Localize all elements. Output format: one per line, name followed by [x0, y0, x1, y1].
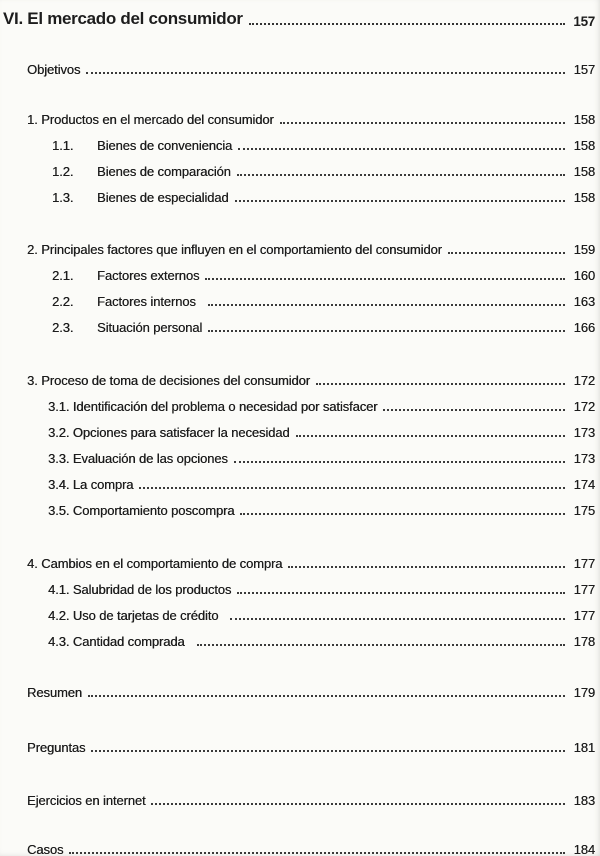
page-number: 158: [573, 112, 595, 127]
page-number: 173: [573, 425, 595, 440]
page-number: 179: [573, 685, 595, 700]
dot-leader: [288, 566, 565, 568]
toc-entry-section-2: [3, 237, 595, 257]
toc-entry-1-1: [3, 133, 595, 153]
page-number: 158: [573, 190, 595, 205]
toc-entry-resumen: [3, 680, 595, 700]
toc-entry-1-3: [3, 185, 595, 205]
dot-leader: [316, 383, 565, 385]
toc-entry-label: 1. Productos en el mercado del consumidor: [27, 112, 274, 127]
page-number: 157: [573, 14, 595, 29]
toc-entry-section-1: [3, 107, 595, 127]
page-number: 173: [573, 451, 595, 466]
dot-leader: [151, 803, 565, 805]
page-number: 177: [573, 582, 595, 597]
dot-leader: [208, 330, 565, 332]
page-number: 172: [573, 399, 595, 414]
toc-entry-label: 4.2. Uso de tarjetas de crédito: [48, 608, 219, 623]
page-number: 157: [573, 62, 595, 77]
toc-entry-label: Bienes de comparación: [97, 164, 231, 179]
dot-leader: [238, 148, 565, 150]
dot-leader: [91, 750, 565, 752]
toc-entry-number: 2.2.: [52, 294, 74, 309]
page-number: 184: [573, 842, 595, 856]
page-number: 159: [573, 242, 595, 257]
toc-entry-label: Ejercicios en internet: [27, 793, 146, 808]
toc-entry-3-1: [3, 394, 595, 414]
toc-entry-label: Bienes de conveniencia: [97, 138, 233, 153]
toc-entry-objetivos: [3, 57, 595, 77]
dot-leader: [139, 487, 565, 489]
toc-entry-number: 1.3.: [52, 190, 74, 205]
toc-entry-2-3: [3, 315, 595, 335]
page-number: 177: [573, 608, 595, 623]
page-number: 183: [573, 793, 595, 808]
page-number: 166: [573, 320, 595, 335]
dot-leader: [69, 852, 565, 854]
page-number: 181: [573, 740, 595, 755]
toc-entry-4-1: [3, 577, 595, 597]
page-number: 177: [573, 556, 595, 571]
toc-entry-label: 4.1. Salubridad de los productos: [48, 582, 232, 597]
toc-entry-preguntas: [3, 735, 595, 755]
toc-entry-label: Casos: [27, 842, 64, 856]
toc-entry-number: 2.3.: [52, 320, 74, 335]
toc-entry-2-2: [3, 289, 595, 309]
toc-entry-label: Factores internos: [97, 294, 196, 309]
toc-entry-1-2: [3, 159, 595, 179]
toc-entry-label: Situación personal: [97, 320, 203, 335]
toc-entry-3-4: [3, 472, 595, 492]
dot-leader: [88, 695, 565, 697]
dot-leader: [197, 644, 565, 646]
page-number: 174: [573, 477, 595, 492]
page-number: 163: [573, 294, 595, 309]
toc-entry-label: 4. Cambios en el comportamiento de compra: [27, 556, 283, 571]
toc-entry-label: Preguntas: [27, 740, 86, 755]
toc-entry-ejercicios: [3, 788, 595, 808]
toc-entry-label: 4.3. Cantidad comprada: [48, 634, 185, 649]
dot-leader: [208, 304, 565, 306]
toc-entry-2-1: [3, 263, 595, 283]
dot-leader: [448, 252, 565, 254]
toc-entry-label: 3.1. Identificación del problema o necesidad por satisfacer: [48, 399, 378, 414]
toc-entry-label: 3.3. Evaluación de las opciones: [48, 451, 228, 466]
chapter-title-row: [3, 7, 595, 29]
toc-entry-label: Factores externos: [97, 268, 200, 283]
page-number: 158: [573, 164, 595, 179]
dot-leader: [280, 122, 565, 124]
toc-entry-label: Resumen: [27, 685, 82, 700]
dot-leader: [237, 174, 565, 176]
toc-entry-label: 3.5. Comportamiento poscompra: [48, 503, 235, 518]
dot-leader: [86, 72, 565, 74]
toc-entry-label: 3. Proceso de toma de decisiones del consumidor: [27, 373, 310, 388]
dot-leader: [237, 592, 565, 594]
toc-entry-3-2: [3, 420, 595, 440]
toc-entry-label: 3.4. La compra: [48, 477, 134, 492]
toc-entry-3-5: [3, 498, 595, 518]
toc-entry-label: 2. Principales factores que influyen en el comportamiento del consumidor: [27, 242, 442, 257]
page-number: 158: [573, 138, 595, 153]
dot-leader: [234, 461, 565, 463]
dot-leader: [230, 618, 565, 620]
page-number: 172: [573, 373, 595, 388]
toc-entry-number: 2.1.: [52, 268, 74, 283]
page-number: 175: [573, 503, 595, 518]
toc-entry-label: 3.2. Opciones para satisfacer la necesidad: [48, 425, 290, 440]
toc-entry-label: Objetivos: [27, 62, 81, 77]
chapter-title: VI. El mercado del consumidor: [3, 9, 243, 28]
toc-entry-4-2: [3, 603, 595, 623]
dot-leader: [205, 278, 565, 280]
page-number: 160: [573, 268, 595, 283]
toc-entry-section-4: [3, 551, 595, 571]
dot-leader: [235, 200, 565, 202]
toc-entry-casos: [3, 837, 595, 856]
toc-entry-section-3: [3, 368, 595, 388]
dot-leader: [383, 409, 565, 411]
dot-leader: [296, 435, 566, 437]
dot-leader: [249, 23, 565, 25]
toc-entry-4-3: [3, 629, 595, 649]
page-number: 178: [573, 634, 595, 649]
toc-entry-3-3: [3, 446, 595, 466]
toc-entry-number: 1.1.: [52, 138, 74, 153]
toc-entry-label: Bienes de especialidad: [97, 190, 229, 205]
toc-entry-number: 1.2.: [52, 164, 74, 179]
dot-leader: [240, 513, 565, 515]
